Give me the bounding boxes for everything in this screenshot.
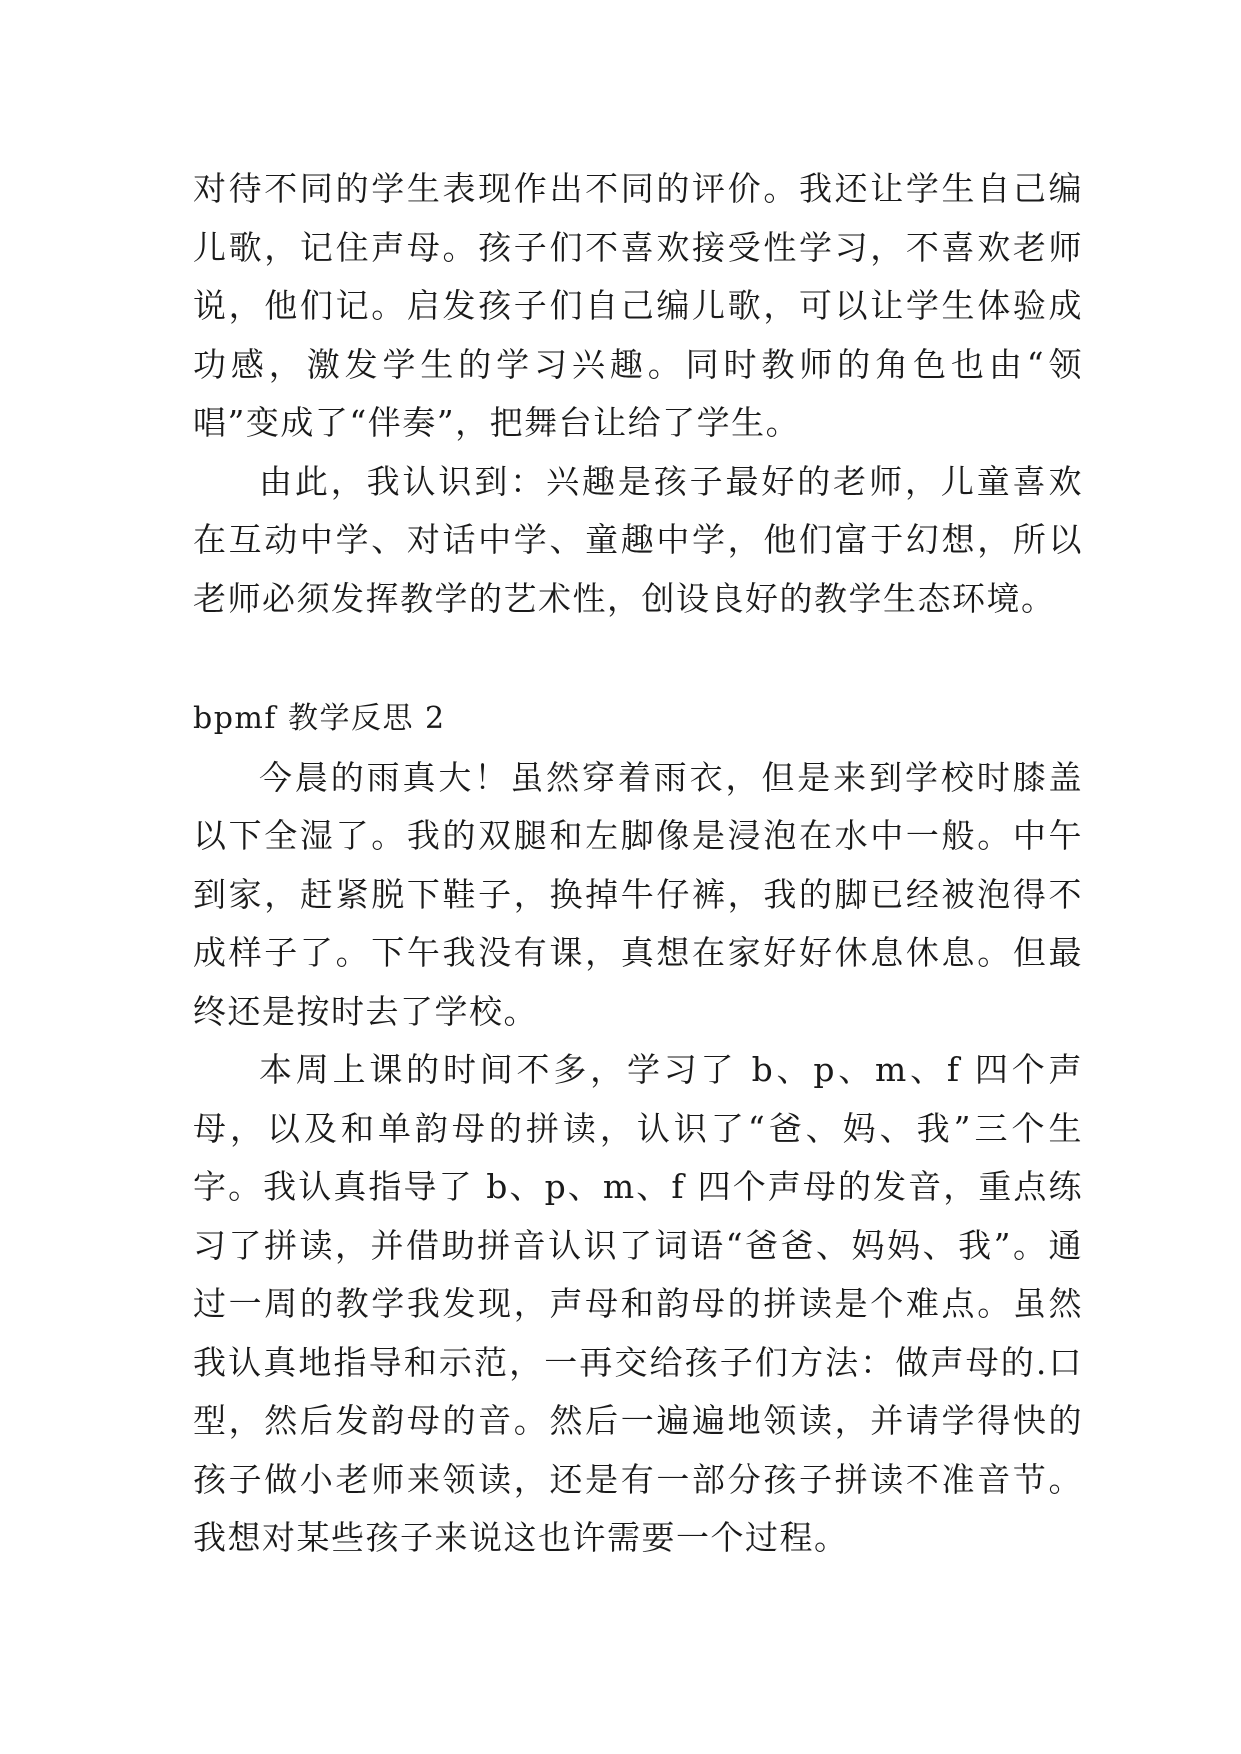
- paragraph-interest-conclusion: 由此，我认识到：兴趣是孩子最好的老师，儿童喜欢在互动中学、对话中学、童趣中学，他们富于幻想，所以老师必须发挥教学的艺术性，创设良好的教学生态环境。: [193, 461, 1083, 618]
- document-body: [193, 160, 1083, 1568]
- paragraph-evaluation-children-songs: 对待不同的学生表现作出不同的评价。我还让学生自己编儿歌，记住声母。孩子们不喜欢接受性学习，不喜欢老师说，他们记。启发孩子们自己编儿歌，可以让学生体验成功感，激发学生的学习兴趣。同时教师的角色也由“领唱”变成了“伴奏”，把舞台让给了学生。: [193, 169, 1083, 442]
- section-heading: bpmf 教学反思 2: [193, 701, 446, 736]
- paragraph-rainy-morning: 今晨的雨真大！虽然穿着雨衣，但是来到学校时膝盖以下全湿了。我的双腿和左脚像是浸泡在水中一般。中午到家，赶紧脱下鞋子，换掉牛仔裤，我的脚已经被泡得不成样子了。下午我没有课，真想在家好好休息休息。但最终还是按时去了学校。: [193, 757, 1083, 1031]
- paragraph-weekly-teaching: 本周上课的时间不多，学习了 b、p、m、f 四个声母，以及和单韵母的拼读，认识了“爸、妈、我”三个生字。我认真指导了 b、p、m、f 四个声母的发音，重点练习了拼读，并借助拼音认识了词语“爸爸、妈妈、我”。通过一周的教学我发现，声母和韵母的拼读是个难点。虽然我认真地指导和示范，一再交给孩子们方法：做声母的.口型，然后发韵母的音。然后一遍遍地领读，并请学得快的孩子做小老师来领读，还是有一部分孩子拼读不准音节。我想对某些孩子来说这也许需要一个过程。: [193, 1050, 1083, 1557]
- section-gap: [193, 628, 1083, 690]
